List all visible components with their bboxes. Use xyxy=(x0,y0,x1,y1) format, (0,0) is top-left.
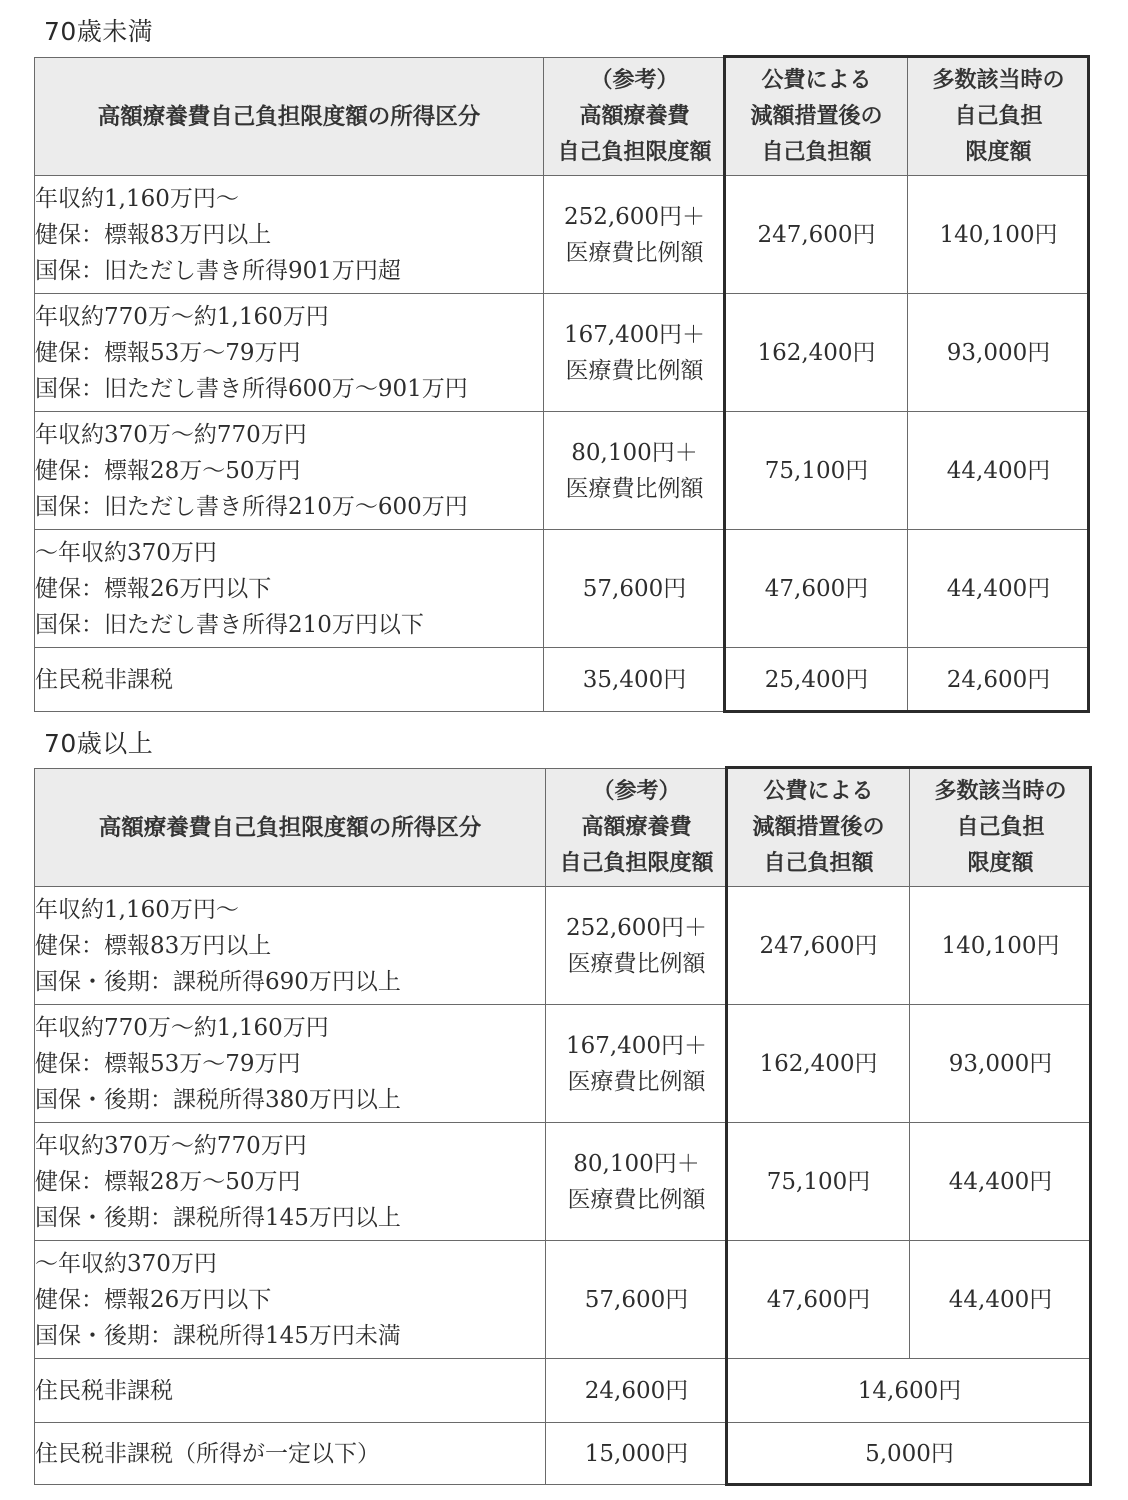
income-category-cell: 〜年収約370万円 健保：標報26万円以下 国保：旧ただし書き所得210万円以下 xyxy=(35,530,544,648)
income-category-header: 高額療養費自己負担限度額の所得区分 xyxy=(35,769,546,887)
public-reduced-cell: 25,400円 xyxy=(726,648,908,712)
table-row xyxy=(35,1005,1092,1123)
table-header-row xyxy=(35,58,1090,176)
table-row xyxy=(35,1241,1092,1359)
table-row xyxy=(35,887,1092,1005)
table-row xyxy=(35,530,1090,648)
public-reduced-cell: 47,600円 xyxy=(726,530,908,648)
reference-limit-cell: 80,100円＋ 医療費比例額 xyxy=(544,412,726,530)
reference-limit-header: （参考） 高額療養費 自己負担限度額 xyxy=(544,58,726,176)
public-reduced-header: 公費による 減額措置後の 自己負担額 xyxy=(726,58,908,176)
public-reduced-cell: 247,600円 xyxy=(728,887,910,1005)
public-reduced-cell: 162,400円 xyxy=(728,1005,910,1123)
income-category-header: 高額療養費自己負担限度額の所得区分 xyxy=(35,58,544,176)
reference-limit-cell: 57,600円 xyxy=(546,1241,728,1359)
income-category-cell: 年収約1,160万円〜 健保：標報83万円以上 国保：旧ただし書き所得901万円超 xyxy=(35,176,544,294)
multiple-case-cell: 24,600円 xyxy=(908,648,1090,712)
public-reduced-cell: 247,600円 xyxy=(726,176,908,294)
table-row xyxy=(35,176,1090,294)
income-category-cell: 年収約770万〜約1,160万円 健保：標報53万〜79万円 国保：旧ただし書き所得600万〜901万円 xyxy=(35,294,544,412)
table-row xyxy=(35,412,1090,530)
multiple-case-cell: 44,400円 xyxy=(910,1241,1092,1359)
income-category-cell: 年収約370万〜約770万円 健保：標報28万〜50万円 国保：旧ただし書き所得210万〜600万円 xyxy=(35,412,544,530)
public-reduced-cell: 75,100円 xyxy=(728,1123,910,1241)
reference-limit-cell: 252,600円＋ 医療費比例額 xyxy=(546,887,728,1005)
multiple-case-cell: 140,100円 xyxy=(908,176,1090,294)
multiple-case-cell: 93,000円 xyxy=(908,294,1090,412)
reference-limit-cell: 24,600円 xyxy=(546,1359,728,1423)
merged-reduced-cell: 5,000円 xyxy=(728,1423,1092,1485)
income-category-cell: 年収約770万〜約1,160万円 健保：標報53万〜79万円 国保・後期：課税所得380万円以上 xyxy=(35,1005,546,1123)
reference-limit-cell: 15,000円 xyxy=(546,1423,728,1485)
public-reduced-cell: 47,600円 xyxy=(728,1241,910,1359)
fee-table-under-70 xyxy=(34,57,1090,712)
public-reduced-header: 公費による 減額措置後の 自己負担額 xyxy=(728,769,910,887)
multiple-case-header: 多数該当時の 自己負担 限度額 xyxy=(910,769,1092,887)
income-category-cell: 年収約1,160万円〜 健保：標報83万円以上 国保・後期：課税所得690万円以上 xyxy=(35,887,546,1005)
reference-limit-cell: 167,400円＋ 医療費比例額 xyxy=(544,294,726,412)
public-reduced-cell: 75,100円 xyxy=(726,412,908,530)
reference-limit-cell: 167,400円＋ 医療費比例額 xyxy=(546,1005,728,1123)
table-row xyxy=(35,1359,1092,1423)
public-reduced-cell: 162,400円 xyxy=(726,294,908,412)
multiple-case-cell: 140,100円 xyxy=(910,887,1092,1005)
reference-limit-cell: 35,400円 xyxy=(544,648,726,712)
multiple-case-cell: 44,400円 xyxy=(910,1123,1092,1241)
reference-limit-cell: 57,600円 xyxy=(544,530,726,648)
reference-limit-cell: 80,100円＋ 医療費比例額 xyxy=(546,1123,728,1241)
table-row xyxy=(35,648,1090,712)
multiple-case-cell: 44,400円 xyxy=(908,412,1090,530)
fee-table-70-and-over xyxy=(34,768,1092,1485)
table-header-row xyxy=(35,769,1092,887)
income-category-cell: 住民税非課税 xyxy=(35,1359,546,1423)
table-row xyxy=(35,1123,1092,1241)
section-title-under-70: 70歳未満 xyxy=(44,17,154,46)
income-category-cell: 年収約370万〜約770万円 健保：標報28万〜50万円 国保・後期：課税所得145万円以上 xyxy=(35,1123,546,1241)
section-title-70-and-over: 70歳以上 xyxy=(44,729,154,758)
reference-limit-header: （参考） 高額療養費 自己負担限度額 xyxy=(546,769,728,887)
income-category-cell: 住民税非課税 xyxy=(35,648,544,712)
multiple-case-header: 多数該当時の 自己負担 限度額 xyxy=(908,58,1090,176)
multiple-case-cell: 44,400円 xyxy=(908,530,1090,648)
income-category-cell: 住民税非課税（所得が一定以下） xyxy=(35,1423,546,1485)
reference-limit-cell: 252,600円＋ 医療費比例額 xyxy=(544,176,726,294)
table-row xyxy=(35,1423,1092,1485)
table-row xyxy=(35,294,1090,412)
multiple-case-cell: 93,000円 xyxy=(910,1005,1092,1123)
merged-reduced-cell: 14,600円 xyxy=(728,1359,1092,1423)
income-category-cell: 〜年収約370万円 健保：標報26万円以下 国保・後期：課税所得145万円未満 xyxy=(35,1241,546,1359)
